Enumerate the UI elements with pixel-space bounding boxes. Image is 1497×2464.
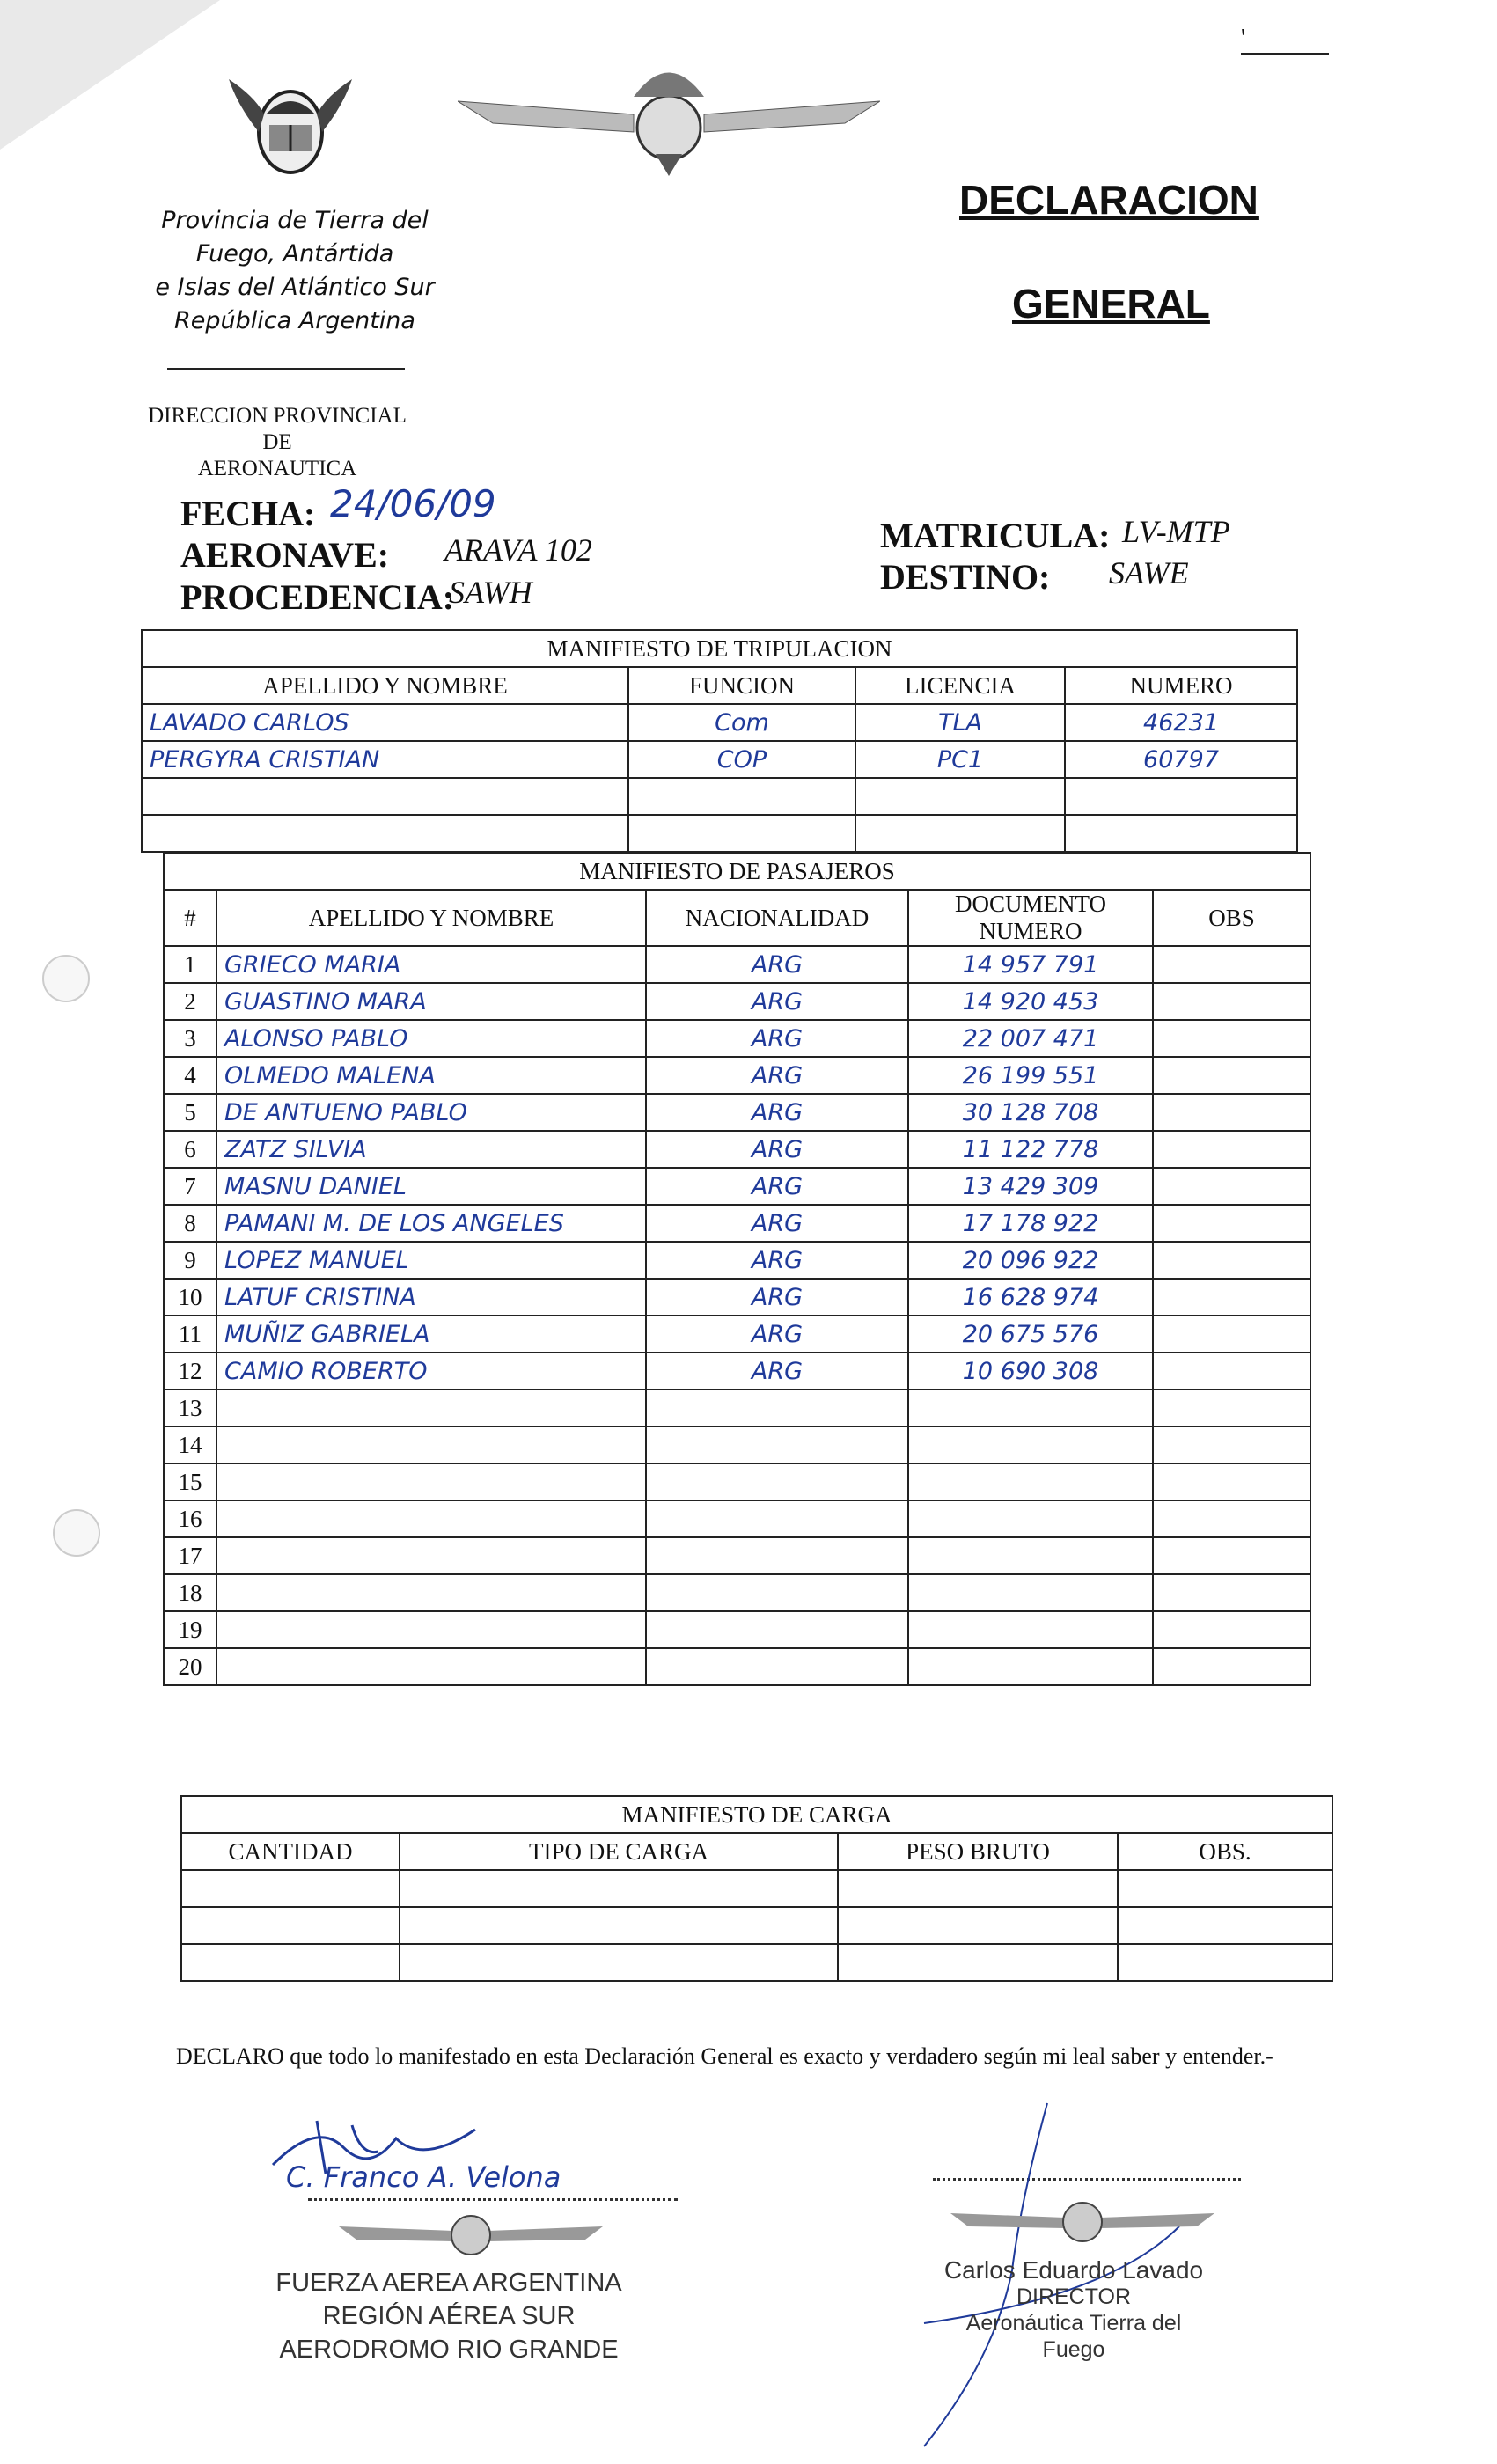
pax-name: MASNU DANIEL: [216, 1168, 646, 1205]
destino-value: SAWE: [1109, 555, 1189, 590]
crew-funcion: COP: [628, 741, 855, 778]
pax-name: DE ANTUENO PABLO: [216, 1094, 646, 1131]
aeronave-label: AERONAVE:: [180, 535, 390, 575]
pax-number: 14: [164, 1426, 216, 1463]
right-stamp-wings-icon: [950, 2191, 1214, 2253]
pax-document: 13 429 309: [908, 1168, 1153, 1205]
pax-name: [216, 1648, 646, 1685]
pax-obs: [1153, 1020, 1310, 1057]
pax-document: 10 690 308: [908, 1353, 1153, 1390]
passenger-row: [164, 983, 1310, 1020]
crew-header-funcion: FUNCION: [628, 667, 855, 704]
procedencia-value: SAWH: [449, 575, 532, 610]
passenger-row: [164, 1168, 1310, 1205]
pax-number: 1: [164, 946, 216, 983]
crew-row: [142, 741, 1297, 778]
province-name: Provincia de Tierra del Fuego, Antártida e Islas del Atlántico Sur República Argentina: [155, 207, 435, 334]
pax-number: 17: [164, 1537, 216, 1574]
cargo-row: [181, 1870, 1332, 1907]
crew-header-licencia: LICENCIA: [855, 667, 1065, 704]
pax-name: [216, 1426, 646, 1463]
pax-name: CAMIO ROBERTO: [216, 1353, 646, 1390]
passenger-row: [164, 1020, 1310, 1057]
pax-name: LOPEZ MANUEL: [216, 1242, 646, 1279]
pax-obs: [1153, 1057, 1310, 1094]
pax-obs: [1153, 946, 1310, 983]
pax-obs: [1153, 1390, 1310, 1426]
punch-hole: [53, 1509, 100, 1557]
passenger-row: [164, 1463, 1310, 1500]
left-signature-name: C. Franco A. Velona: [286, 2160, 561, 2194]
pax-document: [908, 1611, 1153, 1648]
pax-number: 3: [164, 1020, 216, 1057]
pax-obs: [1153, 1242, 1310, 1279]
cargo-title: MANIFIESTO DE CARGA: [181, 1796, 1332, 1833]
corner-dash: [1241, 53, 1329, 55]
pax-nationality: [646, 1463, 908, 1500]
pax-nationality: ARG: [646, 1057, 908, 1094]
crew-title: MANIFIESTO DE TRIPULACION: [142, 630, 1297, 667]
pax-obs: [1153, 1648, 1310, 1685]
pax-document: 16 628 974: [908, 1279, 1153, 1316]
pax-nationality: ARG: [646, 983, 908, 1020]
pax-header-name: APELLIDO Y NOMBRE: [216, 890, 646, 946]
pax-name: [216, 1463, 646, 1500]
passenger-row: [164, 1500, 1310, 1537]
pax-number: 6: [164, 1131, 216, 1168]
pax-nationality: [646, 1537, 908, 1574]
pax-document: 14 920 453: [908, 983, 1153, 1020]
pax-number: 16: [164, 1500, 216, 1537]
pax-document: 20 675 576: [908, 1316, 1153, 1353]
crew-numero: 60797: [1065, 741, 1297, 778]
right-official-stamp: Carlos Eduardo Lavado DIRECTOR Aeronáutica Tierra del Fuego: [943, 2256, 1204, 2362]
crew-numero: 46231: [1065, 704, 1297, 741]
pax-name: ALONSO PABLO: [216, 1020, 646, 1057]
passenger-row: [164, 1648, 1310, 1685]
pax-nationality: ARG: [646, 1168, 908, 1205]
pax-document: 20 096 922: [908, 1242, 1153, 1279]
pax-number: 18: [164, 1574, 216, 1611]
crew-manifest-table: [141, 629, 1298, 853]
pax-number: 9: [164, 1242, 216, 1279]
pax-name: OLMEDO MALENA: [216, 1057, 646, 1094]
pax-name: GRIECO MARIA: [216, 946, 646, 983]
corner-mark: ': [1241, 25, 1246, 52]
cargo-header-obs: OBS.: [1118, 1833, 1332, 1870]
pax-obs: [1153, 1574, 1310, 1611]
matricula-value: LV-MTP: [1122, 514, 1230, 549]
fecha-value: 24/06/09: [330, 482, 496, 525]
pax-obs: [1153, 1611, 1310, 1648]
destino-label: DESTINO:: [880, 557, 1051, 597]
pax-number: 7: [164, 1168, 216, 1205]
document-title-line2: GENERAL: [1012, 281, 1210, 326]
pax-nationality: ARG: [646, 1353, 908, 1390]
cargo-header-tipo: TIPO DE CARGA: [400, 1833, 838, 1870]
crew-licencia: PC1: [855, 741, 1065, 778]
cargo-row: [181, 1944, 1332, 1981]
passenger-row: [164, 1537, 1310, 1574]
pax-nationality: [646, 1574, 908, 1611]
pax-header-nac: NACIONALIDAD: [646, 890, 908, 946]
pax-document: [908, 1390, 1153, 1426]
pax-document: [908, 1500, 1153, 1537]
pax-number: 10: [164, 1279, 216, 1316]
pax-header-obs: OBS: [1153, 890, 1310, 946]
pax-name: [216, 1390, 646, 1426]
pax-document: 11 122 778: [908, 1131, 1153, 1168]
crew-header-name: APELLIDO Y NOMBRE: [142, 667, 628, 704]
pax-document: 17 178 922: [908, 1205, 1153, 1242]
passenger-row: [164, 1205, 1310, 1242]
pax-nationality: ARG: [646, 946, 908, 983]
pax-obs: [1153, 1537, 1310, 1574]
pax-number: 4: [164, 1057, 216, 1094]
left-stamp-wings-icon: [339, 2204, 603, 2266]
crew-licencia: TLA: [855, 704, 1065, 741]
department-name: DIRECCION PROVINCIAL DE AERONAUTICA: [148, 404, 407, 480]
pax-document: [908, 1463, 1153, 1500]
pax-nationality: ARG: [646, 1131, 908, 1168]
crew-funcion: Com: [628, 704, 855, 741]
crew-header-numero: NUMERO: [1065, 667, 1297, 704]
passenger-row: [164, 1426, 1310, 1463]
pax-nationality: ARG: [646, 1279, 908, 1316]
pax-name: MUÑIZ GABRIELA: [216, 1316, 646, 1353]
pax-document: 14 957 791: [908, 946, 1153, 983]
fecha-label: FECHA:: [180, 494, 316, 533]
pax-header-num: #: [164, 890, 216, 946]
declaration-text: DECLARO que todo lo manifestado en esta Declaración General es exacto y verdadero según mi leal saber y entender.-: [176, 2043, 1273, 2069]
province-coat-of-arms-icon: [220, 70, 361, 185]
pax-number: 8: [164, 1205, 216, 1242]
passenger-title: MANIFIESTO DE PASAJEROS: [164, 853, 1310, 890]
pax-obs: [1153, 1131, 1310, 1168]
passenger-row: [164, 1242, 1310, 1279]
pax-obs: [1153, 983, 1310, 1020]
pax-name: LATUF CRISTINA: [216, 1279, 646, 1316]
document-title-line1: DECLARACION: [959, 177, 1259, 223]
pax-nationality: ARG: [646, 1094, 908, 1131]
pax-nationality: ARG: [646, 1316, 908, 1353]
pax-name: [216, 1611, 646, 1648]
pax-obs: [1153, 1463, 1310, 1500]
passenger-row: [164, 946, 1310, 983]
aeronave-value: ARAVA 102: [444, 532, 592, 568]
punch-hole: [42, 955, 90, 1002]
pax-name: [216, 1537, 646, 1574]
pax-number: 20: [164, 1648, 216, 1685]
left-signature-line: [308, 2198, 678, 2201]
cargo-header-peso: PESO BRUTO: [838, 1833, 1118, 1870]
crew-row: [142, 778, 1297, 815]
pax-nationality: ARG: [646, 1020, 908, 1057]
air-force-wings-icon: [458, 48, 880, 180]
procedencia-label: PROCEDENCIA:: [180, 577, 455, 617]
left-official-stamp: FUERZA AEREA ARGENTINA REGIÓN AÉREA SUR AERODROMO RIO GRANDE: [275, 2269, 622, 2364]
passenger-row: [164, 1353, 1310, 1390]
pax-document: [908, 1426, 1153, 1463]
pax-name: GUASTINO MARA: [216, 983, 646, 1020]
folded-corner: [0, 0, 220, 150]
pax-document: [908, 1574, 1153, 1611]
pax-number: 2: [164, 983, 216, 1020]
crew-row: [142, 815, 1297, 852]
crew-row: [142, 704, 1297, 741]
pax-name: ZATZ SILVIA: [216, 1131, 646, 1168]
pax-number: 19: [164, 1611, 216, 1648]
cargo-row: [181, 1907, 1332, 1944]
passenger-row: [164, 1574, 1310, 1611]
pax-nationality: [646, 1390, 908, 1426]
pax-obs: [1153, 1426, 1310, 1463]
passenger-manifest-table: [163, 852, 1311, 1686]
pax-number: 5: [164, 1094, 216, 1131]
pax-obs: [1153, 1168, 1310, 1205]
passenger-row: [164, 1390, 1310, 1426]
pax-document: [908, 1537, 1153, 1574]
pax-obs: [1153, 1094, 1310, 1131]
pax-obs: [1153, 1500, 1310, 1537]
pax-nationality: [646, 1500, 908, 1537]
pax-document: [908, 1648, 1153, 1685]
passenger-row: [164, 1094, 1310, 1131]
pax-name: PAMANI M. DE LOS ANGELES: [216, 1205, 646, 1242]
passenger-row: [164, 1131, 1310, 1168]
pax-document: 30 128 708: [908, 1094, 1153, 1131]
pax-nationality: [646, 1648, 908, 1685]
cargo-header-cantidad: CANTIDAD: [181, 1833, 400, 1870]
pax-header-doc: DOCUMENTO NUMERO: [908, 890, 1153, 946]
passenger-row: [164, 1316, 1310, 1353]
pax-document: 26 199 551: [908, 1057, 1153, 1094]
cargo-manifest-table: [180, 1795, 1333, 1982]
pax-number: 15: [164, 1463, 216, 1500]
pax-obs: [1153, 1353, 1310, 1390]
passenger-row: [164, 1057, 1310, 1094]
pax-obs: [1153, 1316, 1310, 1353]
passenger-row: [164, 1611, 1310, 1648]
crew-name: LAVADO CARLOS: [142, 704, 628, 741]
pax-document: 22 007 471: [908, 1020, 1153, 1057]
divider: [167, 368, 405, 370]
crew-name: PERGYRA CRISTIAN: [142, 741, 628, 778]
pax-name: [216, 1574, 646, 1611]
pax-number: 11: [164, 1316, 216, 1353]
pax-obs: [1153, 1205, 1310, 1242]
pax-nationality: ARG: [646, 1242, 908, 1279]
pax-number: 12: [164, 1353, 216, 1390]
pax-nationality: [646, 1611, 908, 1648]
matricula-label: MATRICULA:: [880, 516, 1111, 555]
pax-nationality: [646, 1426, 908, 1463]
pax-obs: [1153, 1279, 1310, 1316]
pax-number: 13: [164, 1390, 216, 1426]
pax-name: [216, 1500, 646, 1537]
passenger-row: [164, 1279, 1310, 1316]
pax-nationality: ARG: [646, 1205, 908, 1242]
